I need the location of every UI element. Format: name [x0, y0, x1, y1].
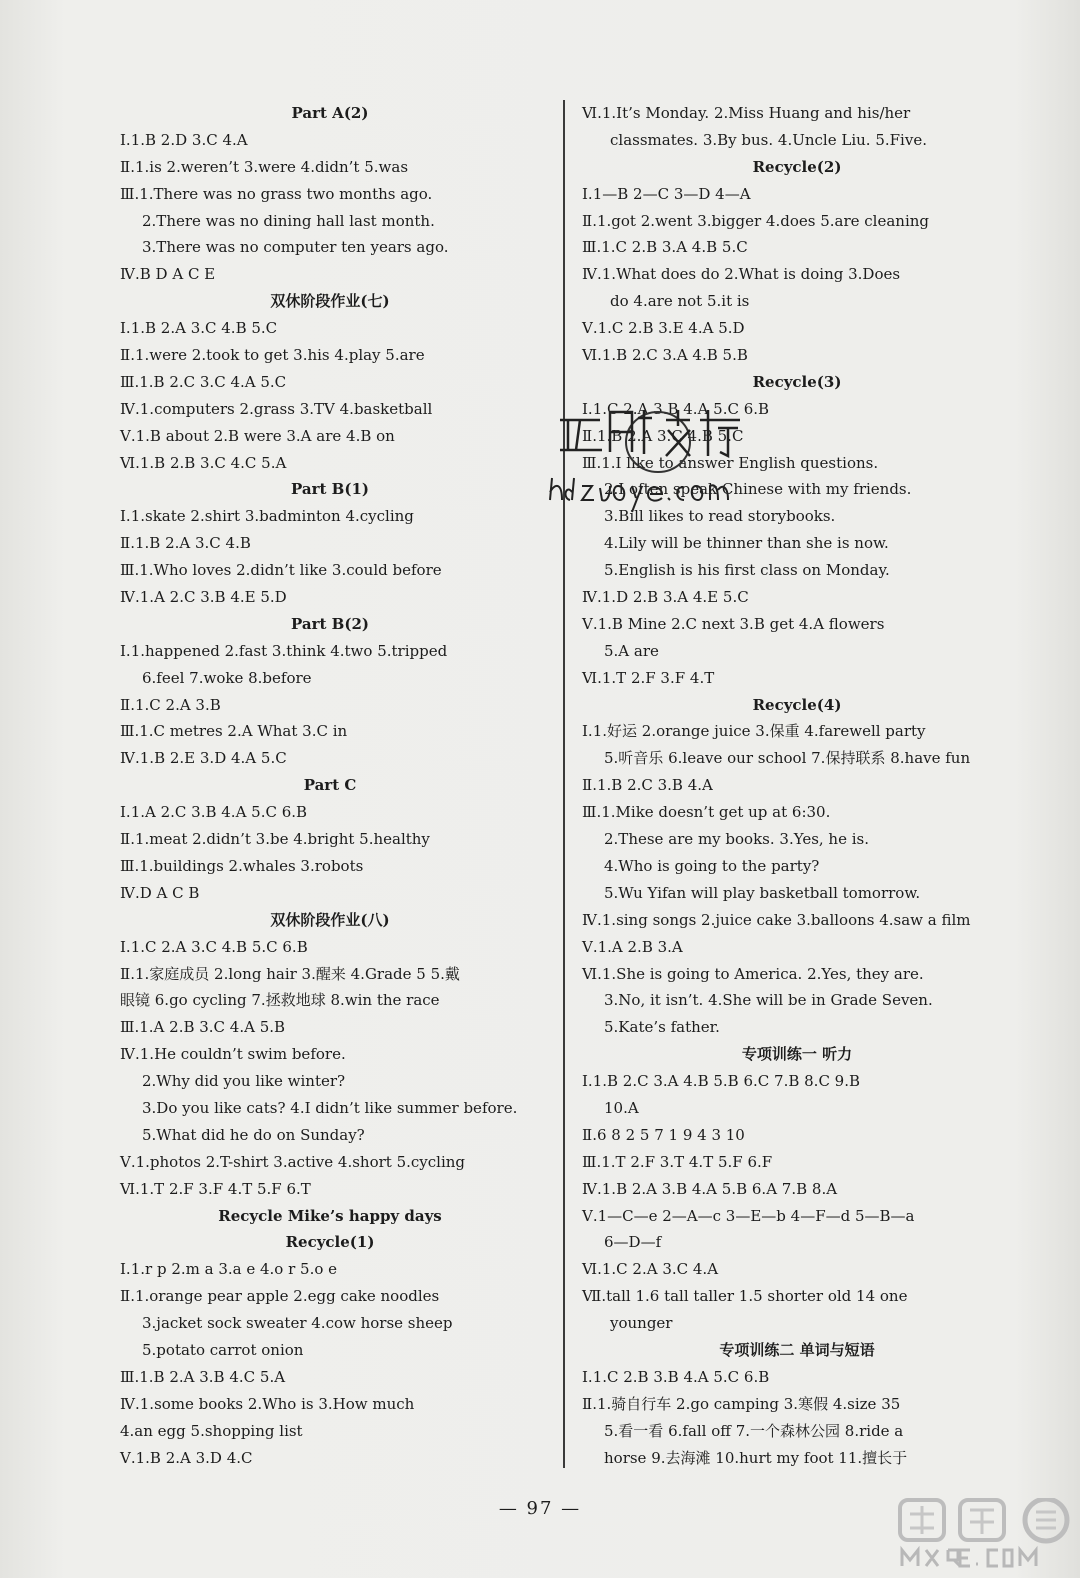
- left-answer-line: 4.an egg 5.shopping list: [120, 1421, 303, 1440]
- right-answer-line: 4.Lily will be thinner than she is now.: [604, 534, 889, 553]
- left-section-heading: Recycle Mike’s happy days: [218, 1206, 442, 1225]
- right-answer-line: Ⅴ.1.A 2.B 3.A: [582, 937, 683, 956]
- right-answer-line: 6—D—f: [604, 1233, 662, 1252]
- right-answer-line: 5.Wu Yifan will play basketball tomorrow.: [604, 883, 921, 902]
- left-answer-line: Ⅲ.1.Who loves 2.didn’t like 3.could before: [120, 561, 442, 580]
- right-answer-line: horse 9.去海滩 10.hurt my foot 11.擅长于: [604, 1448, 908, 1467]
- right-answer-line: Ⅱ.1.got 2.went 3.bigger 4.does 5.are cleaning: [582, 211, 930, 230]
- right-answer-line: Ⅰ.1.C 2.A 3.B 4.A 5.C 6.B: [582, 399, 770, 418]
- left-answer-line: Ⅴ.1.B about 2.B were 3.A are 4.B on: [120, 426, 395, 445]
- right-answer-line: Ⅵ.1.C 2.A 3.C 4.A: [582, 1260, 719, 1279]
- right-answer-line: Ⅱ.1.B 2.A 3.C 4.B 5.C: [582, 426, 744, 445]
- right-answer-line: Ⅱ.1.B 2.C 3.B 4.A: [582, 776, 713, 795]
- left-section-heading: Recycle(1): [285, 1233, 375, 1252]
- left-answer-line: Ⅲ.1.buildings 2.whales 3.robots: [120, 856, 364, 875]
- left-answer-line: Ⅴ.1.photos 2.T-shirt 3.active 4.short 5.cycling: [120, 1152, 466, 1171]
- right-answer-line: Ⅲ.1.I like to answer English questions.: [582, 453, 879, 472]
- right-section-heading: Recycle(4): [752, 695, 842, 714]
- right-answer-line: do 4.are not 5.it is: [610, 292, 750, 311]
- right-answer-line: 2.I often speak Chinese with my friends.: [604, 480, 912, 499]
- left-answer-line: Ⅳ.1.B 2.E 3.D 4.A 5.C: [120, 749, 287, 768]
- handwritten-watermark: [540, 380, 750, 550]
- left-answer-line: 3.Do you like cats? 4.I didn’t like summer before.: [142, 1098, 518, 1117]
- right-answer-line: Ⅴ.1—C—e 2—A—c 3—E—b 4—F—d 5—B—a: [582, 1206, 915, 1225]
- right-answer-line: 5.Kate’s father.: [604, 1018, 720, 1037]
- left-answer-line: Ⅲ.1.B 2.C 3.C 4.A 5.C: [120, 372, 287, 391]
- right-answer-line: Ⅵ.1.It’s Monday. 2.Miss Huang and his/her: [582, 104, 911, 122]
- left-answer-line: Ⅳ.1.A 2.C 3.B 4.E 5.D: [120, 588, 287, 607]
- left-answer-line: Ⅳ.D A C B: [120, 883, 200, 902]
- right-answer-line: 10.A: [604, 1098, 639, 1117]
- left-section-heading: 双休阶段作业(八): [270, 910, 390, 929]
- left-answer-column: [120, 100, 540, 1471]
- right-answer-line: 3.No, it isn’t. 4.She will be in Grade Seven.: [604, 991, 933, 1010]
- left-answer-line: Ⅲ.1.A 2.B 3.C 4.A 5.B: [120, 1018, 286, 1037]
- right-answer-line: Ⅱ.6 8 2 5 7 1 9 4 3 10: [582, 1125, 745, 1144]
- right-answer-line: Ⅵ.1.She is going to America. 2.Yes, they are.: [582, 964, 924, 983]
- left-answer-line: Ⅱ.1.were 2.took to get 3.his 4.play 5.are: [120, 346, 425, 365]
- left-section-heading: Part B(2): [291, 614, 369, 633]
- right-answer-line: 2.These are my books. 3.Yes, he is.: [604, 830, 869, 849]
- right-answer-line: classmates. 3.By bus. 4.Uncle Liu. 5.Five.: [610, 130, 927, 149]
- left-answer-line: Ⅵ.1.T 2.F 3.F 4.T 5.F 6.T: [120, 1179, 311, 1198]
- right-answer-line: Ⅲ.1.T 2.F 3.T 4.T 5.F 6.F: [582, 1152, 773, 1171]
- right-section-heading: 专项训练二 单词与短语: [719, 1340, 875, 1359]
- left-answer-line: Ⅰ.1.B 2.A 3.C 4.B 5.C: [120, 319, 278, 338]
- right-answer-line: 5.看一看 6.fall off 7.一个森林公园 8.ride a: [604, 1421, 904, 1440]
- left-answer-line: 2.Why did you like winter?: [142, 1072, 346, 1091]
- left-answer-line: Ⅰ.1.C 2.A 3.C 4.B 5.C 6.B: [120, 937, 308, 956]
- left-answer-line: Ⅱ.1.is 2.weren’t 3.were 4.didn’t 5.was: [120, 157, 409, 176]
- left-answer-line: 3.jacket sock sweater 4.cow horse sheep: [142, 1314, 453, 1333]
- left-answer-line: Ⅰ.1.skate 2.shirt 3.badminton 4.cycling: [120, 507, 414, 526]
- left-answer-line: Ⅰ.1.happened 2.fast 3.think 4.two 5.tripped: [120, 641, 448, 660]
- page-number: — 97 —: [498, 1498, 582, 1519]
- right-answer-line: Ⅳ.1.B 2.A 3.B 4.A 5.B 6.A 7.B 8.A: [582, 1179, 838, 1198]
- left-answer-line: Ⅰ.1.B 2.D 3.C 4.A: [120, 130, 248, 149]
- right-answer-line: Ⅱ.1.骑自行车 2.go camping 3.寒假 4.size 35: [582, 1394, 901, 1413]
- left-answer-line: Ⅳ.1.some books 2.Who is 3.How much: [120, 1394, 415, 1413]
- left-answer-line: Ⅰ.1.A 2.C 3.B 4.A 5.C 6.B: [120, 803, 308, 822]
- left-answer-line: 5.potato carrot onion: [142, 1340, 304, 1359]
- left-answer-line: Ⅱ.1.家庭成员 2.long hair 3.醒来 4.Grade 5 5.戴: [120, 964, 460, 983]
- left-section-heading: Part A(2): [291, 104, 369, 122]
- right-section-heading: Recycle(3): [752, 372, 842, 391]
- right-answer-line: 4.Who is going to the party?: [604, 856, 820, 875]
- right-answer-line: Ⅰ.1.B 2.C 3.A 4.B 5.B 6.C 7.B 8.C 9.B: [582, 1072, 861, 1091]
- left-answer-line: Ⅱ.1.B 2.A 3.C 4.B: [120, 534, 251, 553]
- right-answer-line: Ⅰ.1.好运 2.orange juice 3.保重 4.farewell party: [582, 722, 926, 741]
- right-answer-line: Ⅲ.1.Mike doesn’t get up at 6:30.: [582, 803, 831, 822]
- left-answer-line: Ⅱ.1.C 2.A 3.B: [120, 695, 221, 714]
- right-answer-line: 5.听音乐 6.leave our school 7.保持联系 8.have fun: [604, 749, 971, 768]
- right-answer-line: 5.A are: [604, 641, 659, 660]
- left-answer-line: 2.There was no dining hall last month.: [142, 211, 435, 230]
- left-answer-line: Ⅵ.1.B 2.B 3.C 4.C 5.A: [120, 453, 287, 472]
- left-section-heading: Part B(1): [291, 480, 369, 499]
- right-answer-line: younger: [610, 1314, 673, 1333]
- right-section-heading: Recycle(2): [752, 157, 842, 176]
- left-answer-line: Ⅲ.1.B 2.A 3.B 4.C 5.A: [120, 1367, 286, 1386]
- right-answer-line: Ⅵ.1.B 2.C 3.A 4.B 5.B: [582, 346, 748, 365]
- answer-site-logo: [898, 1498, 1073, 1570]
- right-answer-line: Ⅴ.1.B Mine 2.C next 3.B get 4.A flowers: [582, 614, 885, 633]
- left-answer-line: Ⅲ.1.There was no grass two months ago.: [120, 184, 433, 203]
- right-answer-line: Ⅰ.1—B 2—C 3—D 4—A: [582, 184, 751, 203]
- left-section-heading: 双休阶段作业(七): [270, 292, 390, 311]
- right-answer-line: 3.Bill likes to read storybooks.: [604, 507, 836, 526]
- right-answer-line: 5.English is his first class on Monday.: [604, 561, 890, 580]
- right-answer-column: [582, 100, 1012, 1471]
- right-answer-line: Ⅳ.1.D 2.B 3.A 4.E 5.C: [582, 588, 749, 607]
- column-divider: [563, 100, 565, 1468]
- left-answer-line: 6.feel 7.woke 8.before: [142, 668, 312, 687]
- left-answer-line: Ⅱ.1.meat 2.didn’t 3.be 4.bright 5.healthy: [120, 830, 430, 849]
- left-answer-line: Ⅱ.1.orange pear apple 2.egg cake noodles: [120, 1287, 440, 1306]
- left-answer-line: 3.There was no computer ten years ago.: [142, 238, 449, 257]
- left-answer-line: 眼镜 6.go cycling 7.拯救地球 8.win the race: [120, 991, 440, 1010]
- right-answer-line: Ⅴ.1.C 2.B 3.E 4.A 5.D: [582, 319, 745, 338]
- left-answer-line: Ⅳ.1.computers 2.grass 3.TV 4.basketball: [120, 399, 433, 418]
- left-answer-line: 5.What did he do on Sunday?: [142, 1125, 365, 1144]
- left-answer-line: Ⅲ.1.C metres 2.A What 3.C in: [120, 722, 348, 741]
- right-answer-line: Ⅶ.tall 1.6 tall taller 1.5 shorter old 14 one: [582, 1287, 908, 1306]
- left-answer-line: Ⅰ.1.r p 2.m a 3.a e 4.o r 5.o e: [120, 1260, 338, 1279]
- right-section-heading: 专项训练一 听力: [741, 1045, 853, 1064]
- right-answer-line: Ⅳ.1.What does do 2.What is doing 3.Does: [582, 265, 901, 284]
- right-answer-line: Ⅰ.1.C 2.B 3.B 4.A 5.C 6.B: [582, 1367, 770, 1386]
- right-answer-line: Ⅲ.1.C 2.B 3.A 4.B 5.C: [582, 238, 748, 257]
- left-section-heading: Part C: [303, 776, 357, 795]
- right-answer-line: Ⅳ.1.sing songs 2.juice cake 3.balloons 4.saw a film: [582, 910, 971, 929]
- left-answer-line: Ⅴ.1.B 2.A 3.D 4.C: [120, 1448, 253, 1467]
- left-answer-line: Ⅳ.B D A C E: [120, 265, 216, 284]
- right-answer-line: Ⅵ.1.T 2.F 3.F 4.T: [582, 668, 715, 687]
- left-answer-line: Ⅳ.1.He couldn’t swim before.: [120, 1045, 346, 1064]
